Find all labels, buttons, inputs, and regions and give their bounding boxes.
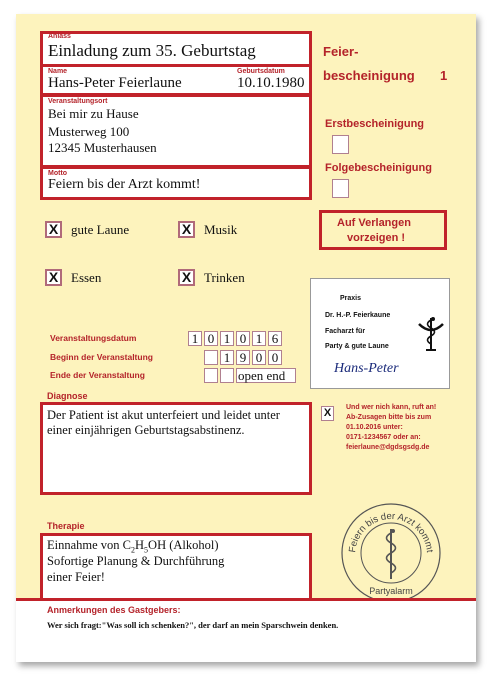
- title-line2: bescheinigung: [323, 68, 415, 83]
- title-number: 1: [440, 68, 448, 83]
- seal-caduceus-icon: [387, 529, 396, 579]
- therapie-line1-pre: Einnahme von C: [47, 538, 132, 552]
- date-digit: 1: [220, 331, 234, 346]
- rsvp-line5: feierlaune@dgdsgsdg.de: [346, 444, 430, 451]
- therapie-mid1: H: [135, 538, 145, 552]
- venue-line1: Bei mir zu Hause: [48, 106, 139, 121]
- stamp-line1: Praxis: [340, 295, 362, 302]
- therapie-line1: [47, 538, 219, 555]
- end-label: Ende der Veranstaltung: [50, 370, 145, 380]
- stamp-line3: Facharzt für: [325, 328, 366, 335]
- verlangen-box: [319, 210, 447, 250]
- therapie-sub1: 2: [131, 545, 136, 555]
- check-essen-label: Essen: [71, 270, 102, 285]
- rsvp-line2: Ab-Zusagen bitte bis zum: [346, 414, 432, 421]
- end-value: open end: [238, 368, 286, 383]
- check-trinken[interactable]: X: [178, 269, 195, 286]
- verlangen-line2: vorzeigen !: [347, 232, 406, 244]
- folge-checkbox[interactable]: [332, 179, 349, 198]
- name-value: Hans-Peter Feierlaune: [48, 75, 182, 91]
- start-digit: 0: [252, 350, 266, 365]
- therapie-line2: Sofortige Planung & Durchführung: [47, 554, 225, 568]
- therapie-line1-post: OH (Alkohol): [148, 538, 219, 552]
- certificate-card: [16, 14, 476, 662]
- birth-label: Geburtsdatum: [237, 68, 285, 75]
- start-digits: [204, 350, 304, 366]
- motto-value: Feiern bis der Arzt kommt!: [48, 177, 201, 192]
- therapie-line3: einer Feier!: [47, 570, 105, 584]
- start-label: Beginn der Veranstaltung: [50, 352, 153, 362]
- diagnose-text: Der Patient ist akut unterfeiert und leidet unter einer einjährigen Geburtstagsabstinenz.: [47, 408, 280, 437]
- diagnose-label: Diagnose: [47, 391, 88, 401]
- start-digit: [204, 350, 218, 365]
- rsvp-checkbox[interactable]: X: [321, 406, 334, 421]
- remarks-label: Anmerkungen des Gastgebers:: [47, 605, 181, 615]
- date-label: Veranstaltungsdatum: [50, 333, 137, 343]
- venue-label: Veranstaltungsort: [48, 98, 108, 105]
- motto-label: Motto: [48, 170, 68, 177]
- rsvp-line4: 0171-1234567 oder an:: [346, 434, 421, 441]
- birth-value: 10.10.1980: [237, 75, 305, 91]
- check-musik-label: Musik: [204, 222, 238, 237]
- verlangen-line1: Auf Verlangen: [337, 217, 411, 229]
- stamp-line4: Party & gute Laune: [325, 343, 389, 350]
- stamp-signature: Hans-Peter: [334, 361, 399, 376]
- venue-line3: 12345 Musterhausen: [48, 140, 157, 155]
- remarks-text: Wer sich fragt:"Was soll ich schenken?", der darf an mein Sparschwein denken.: [47, 620, 339, 630]
- erst-label: Erstbescheinigung: [325, 118, 425, 130]
- date-digit: 1: [188, 331, 202, 346]
- check-gute-laune-label: gute Laune: [71, 222, 130, 237]
- check-trinken-label: Trinken: [204, 270, 245, 285]
- title-line1: Feier-: [323, 44, 359, 59]
- stamp-line2: Dr. H.-P. Feierkaune: [325, 312, 391, 319]
- date-digit: 6: [268, 331, 282, 346]
- rsvp-line1: Und wer nich kann, ruft an!: [346, 404, 437, 411]
- seal-arc-text: Feiern bis der Arzt kommt: [347, 510, 435, 554]
- start-digit: 9: [236, 350, 250, 365]
- seal-bottom-text: Partyalarm: [369, 586, 413, 596]
- check-essen[interactable]: X: [45, 269, 62, 286]
- date-digits: [188, 331, 298, 347]
- therapie-sub2: 5: [144, 545, 149, 555]
- start-digit: 0: [268, 350, 282, 365]
- check-gute-laune[interactable]: X: [45, 221, 62, 238]
- venue-line2: Musterweg 100: [48, 124, 130, 139]
- date-digit: 0: [236, 331, 250, 346]
- name-label: Name: [48, 68, 68, 75]
- anlass-label: Anlass: [48, 33, 71, 40]
- folge-label: Folgebescheinigung: [325, 162, 432, 174]
- date-digit: 0: [204, 331, 218, 346]
- end-cell-1: [204, 368, 218, 383]
- caduceus-icon: [416, 310, 446, 352]
- check-musik[interactable]: X: [178, 221, 195, 238]
- start-digit: 1: [220, 350, 234, 365]
- rsvp-line3: 01.10.2016 unter:: [346, 424, 403, 431]
- party-seal: [339, 501, 443, 605]
- anlass-value: Einladung zum 35. Geburtstag: [48, 41, 256, 60]
- date-digit: 1: [252, 331, 266, 346]
- erst-checkbox[interactable]: [332, 135, 349, 154]
- therapie-label: Therapie: [47, 521, 85, 531]
- end-cell-2: [220, 368, 234, 383]
